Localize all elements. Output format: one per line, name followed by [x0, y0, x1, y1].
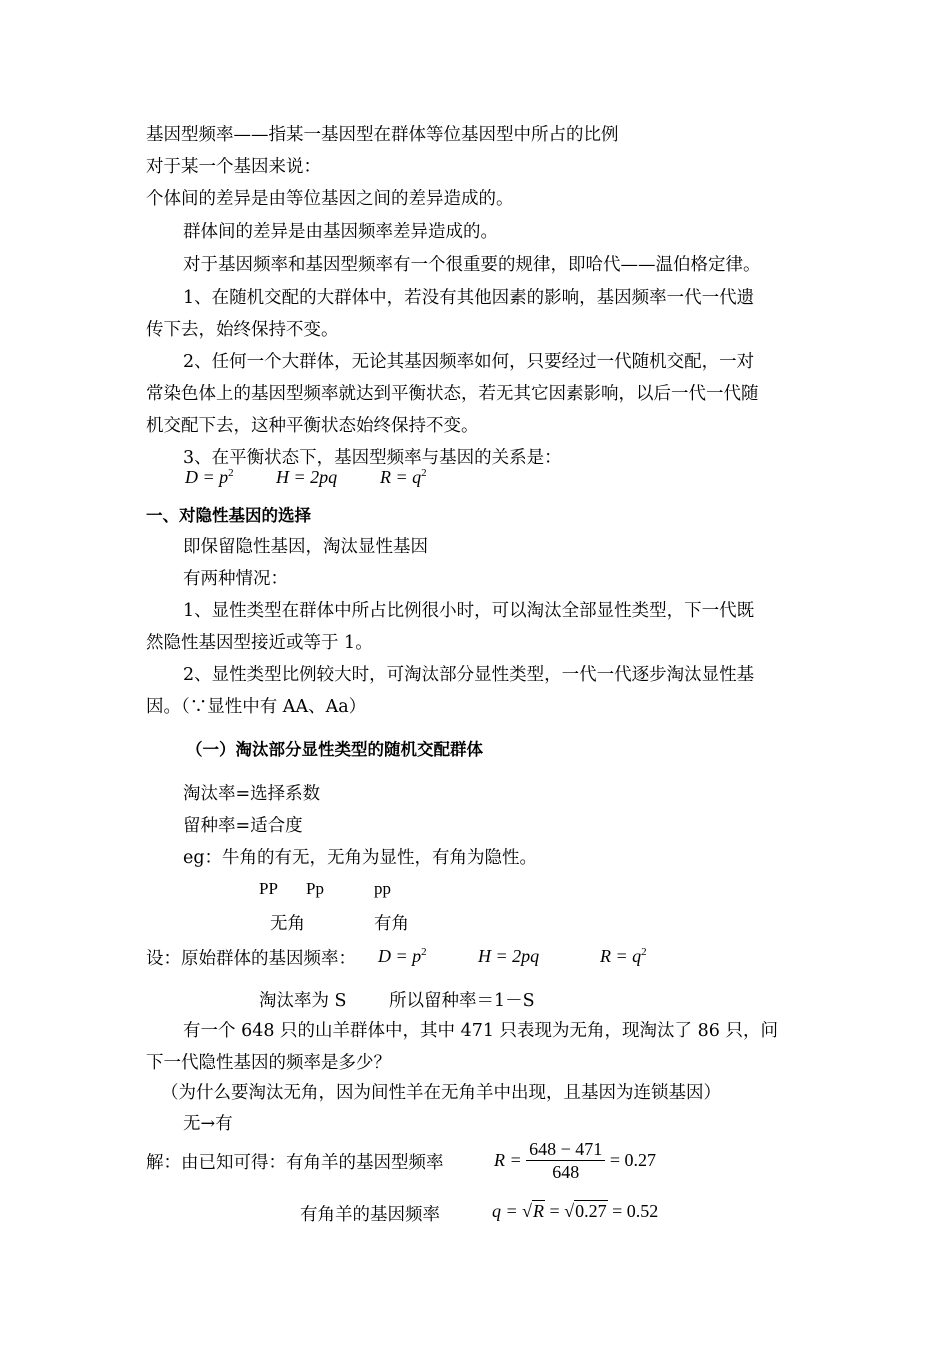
- fraction: $\frac{648 - 471}{648}$: [526, 1138, 605, 1183]
- solution-label: 解：由已知可得：有角羊的基因型频率: [146, 1153, 444, 1173]
- text-line: 对于某一个基因来说：: [146, 157, 321, 177]
- rule-2-line: 2、任何一个大群体，无论其基因频率如何，只要经过一代随机交配，一对: [183, 352, 755, 372]
- text-line: 个体间的差异是由等位基因之间的差异造成的。: [146, 189, 514, 209]
- text-line: 对于基因频率和基因型频率有一个很重要的规律，即哈代——温伯格定律。: [183, 255, 761, 275]
- selection-rate: 淘汰率为 S: [259, 991, 347, 1011]
- retention-rate: 所以留种率＝1－S: [389, 991, 535, 1011]
- section-heading: 一、对隐性基因的选择: [146, 506, 311, 525]
- genotype-label: Pp: [306, 879, 324, 898]
- definition-line: 基因型频率——指某一基因型在群体等位基因型中所占的比例: [146, 125, 619, 145]
- formula-h: H = 2pq: [478, 946, 540, 966]
- text-line: 即保留隐性基因，淘汰显性基因: [183, 537, 428, 557]
- assumption-label: 设：原始群体的基因频率：: [146, 949, 356, 969]
- rule-2-line: 机交配下去，这种平衡状态始终保持不变。: [146, 416, 479, 436]
- case-1-line: 然隐性基因型接近或等于 1。: [146, 633, 373, 653]
- phenotype-label: 有角: [374, 914, 409, 934]
- case-2-line: 2、显性类型比例较大时，可淘汰部分显性类型，一代一代逐步淘汰显性基: [183, 665, 755, 685]
- text-line: 无→有: [183, 1114, 233, 1134]
- problem-line: 下一代隐性基因的频率是多少？: [146, 1053, 391, 1073]
- rule-1-line: 传下去，始终保持不变。: [146, 320, 339, 340]
- formula-d: $D = p^2$: [378, 946, 427, 966]
- text-line: 淘汰率=选择系数: [183, 784, 321, 804]
- formula-r: $R = q^2$: [600, 946, 647, 966]
- problem-line: 有一个 648 只的山羊群体中，其中 471 只表现为无角，现淘汰了 86 只，问: [183, 1021, 778, 1041]
- subsection-heading: （一）淘汰部分显性类型的随机交配群体: [186, 740, 483, 759]
- solution-label: 有角羊的基因频率: [300, 1205, 440, 1225]
- genotype-label: pp: [374, 879, 391, 898]
- example-line: eg：牛角的有无，无角为显性，有角为隐性。: [183, 848, 538, 868]
- note-line: （为什么要淘汰无角，因为间性羊在无角羊中出现，且基因为连锁基因）: [161, 1083, 721, 1103]
- rule-2-line: 常染色体上的基因型频率就达到平衡状态，若无其它因素影响，以后一代一代随: [146, 384, 759, 404]
- phenotype-label: 无角: [270, 914, 305, 934]
- text-line: 有两种情况：: [183, 569, 288, 589]
- gene-frequency-formula: q = √R = √0.27 = 0.52: [492, 1201, 659, 1221]
- rule-3-line: 3、在平衡状态下，基因型频率与基因的关系是：: [183, 448, 562, 468]
- case-2-line: 因。（∵显性中有 AA、Aa）: [146, 697, 367, 717]
- text-line: 留种率=适合度: [183, 816, 303, 836]
- formula-h: H = 2pq: [276, 467, 338, 487]
- formula-r: $R = q^2$: [380, 467, 427, 487]
- genotype-frequency-formula: R = $\frac{648 - 471}{648}$ = 0.27: [494, 1139, 656, 1182]
- text-line: 群体间的差异是由基因频率差异造成的。: [183, 222, 498, 242]
- rule-1-line: 1、在随机交配的大群体中，若没有其他因素的影响，基因频率一代一代遗: [183, 288, 755, 308]
- case-1-line: 1、显性类型在群体中所占比例很小时，可以淘汰全部显性类型，下一代既: [183, 601, 755, 621]
- formula-d: $D = p^2$: [185, 467, 234, 487]
- genotype-label: PP: [259, 879, 278, 898]
